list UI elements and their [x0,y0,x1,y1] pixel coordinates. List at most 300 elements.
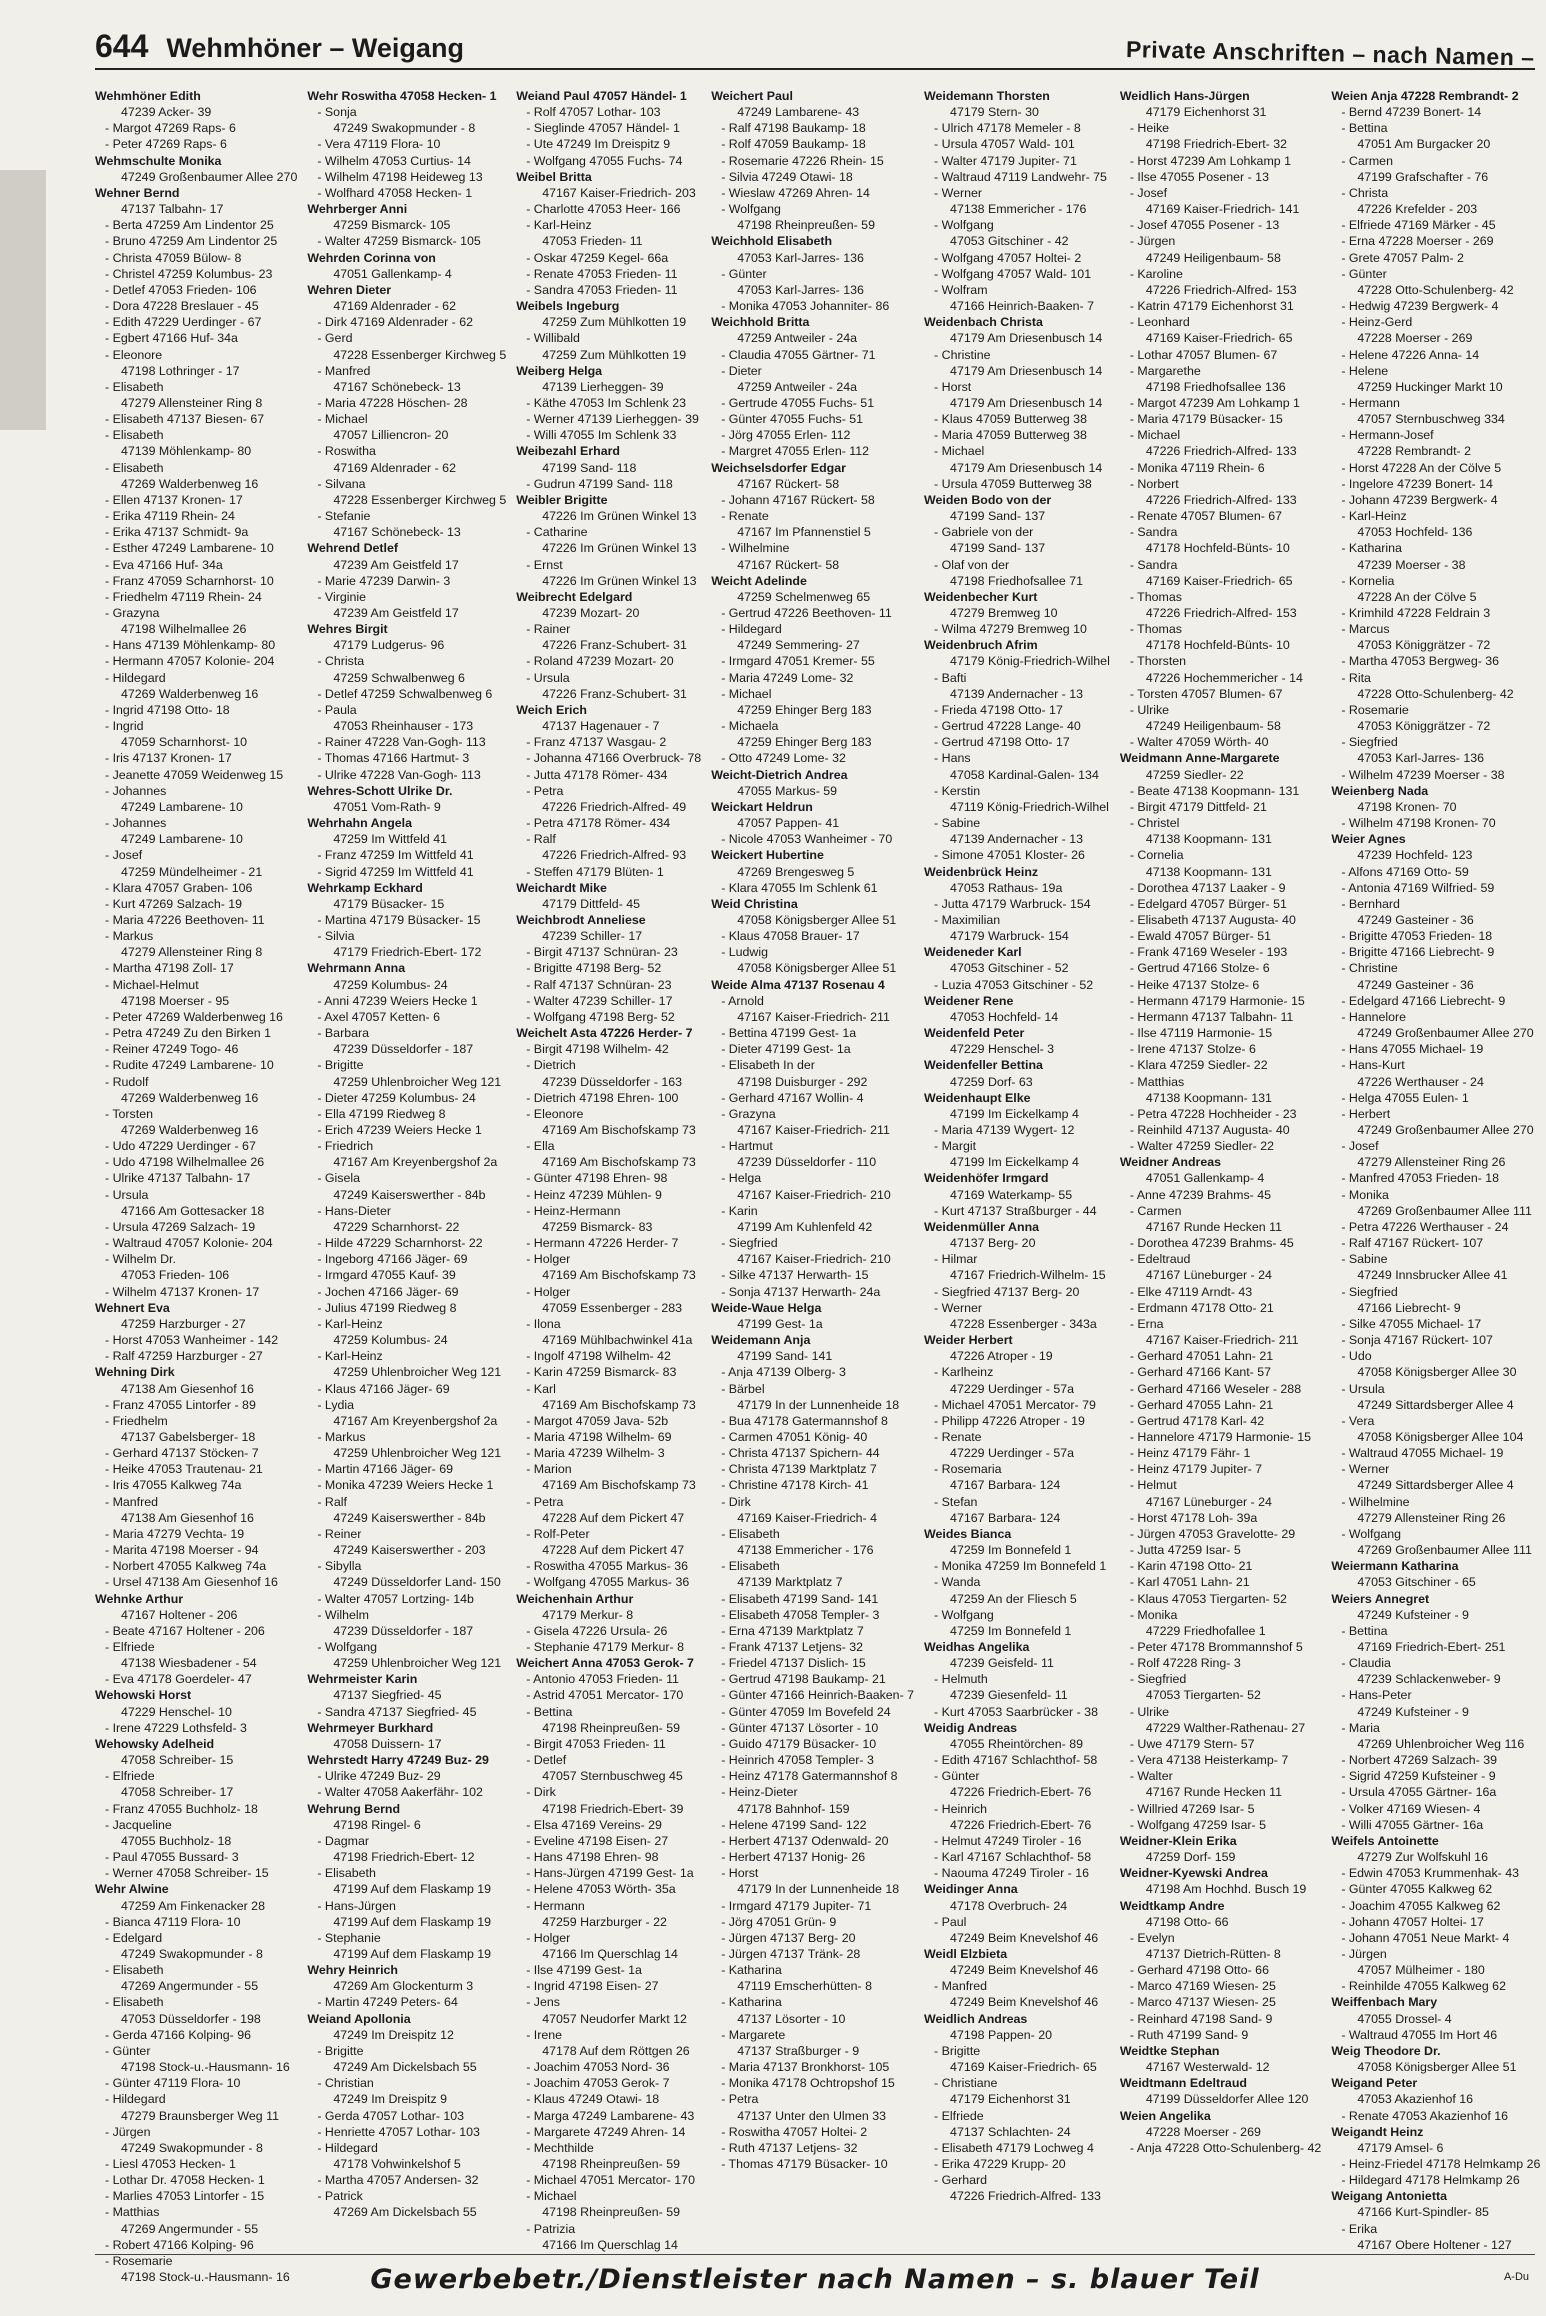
surname-entry: Wehrmann Anna [307,961,406,976]
directory-entry: 47179 Dittfeld- 45 [542,896,641,911]
directory-entry: - Heinz-Friedel 47178 Helmkamp 26 [1341,2157,1541,2171]
directory-entry: - Wilma 47279 Bremweg 10 [934,622,1087,637]
directory-entry: 47229 Henschel- 10 [121,1704,232,1719]
directory-entry: - Ralf [526,832,556,847]
footer-code: A-Du [1503,2271,1529,2283]
directory-entry: 47228 Essenberger Kirchweg 5 [333,492,507,507]
directory-entry: - Franz 47059 Scharnhorst- 10 [105,573,274,588]
directory-entry: - Maria 47139 Wygert- 12 [934,1123,1075,1137]
directory-entry: 47226 Friedrich-Alfred- 93 [542,848,687,863]
directory-entry: 47259 Bismarck- 105 [333,218,451,233]
directory-entry: - Cornelia [1129,848,1184,863]
surname-entry: Weidig Andreas [924,1720,1017,1735]
page-footer [95,2254,1535,2303]
directory-entry: - Ingelore 47239 Bonert- 14 [1341,476,1493,491]
directory-entry: - Maria 47059 Butterweg 38 [934,428,1087,443]
surname-entry: Weichenhain Arthur [516,1591,634,1606]
directory-entry: - Ulrike [1129,702,1170,717]
directory-entry: 47167 Lüneburger - 24 [1145,1268,1272,1283]
directory-entry: - Erika 47119 Rhein- 24 [105,509,235,524]
directory-entry: 47178 Hochfeld-Bünts- 10 [1145,541,1290,556]
directory-entry: - Siegfried [721,1236,778,1251]
surname-entry: Wehrkamp Eckhard [307,880,423,895]
directory-entry: - Petra [526,1494,564,1509]
directory-entry: - Wolfgang 47057 Holtei- 2 [934,250,1082,265]
directory-entry: 47167 Barbara- 124 [950,1510,1061,1525]
directory-entry: 47179 In der Lunnenheide 18 [737,1397,900,1412]
directory-entry: - Petra 47228 Hochheider - 23 [1129,1106,1297,1121]
directory-entry: - Gerda 47057 Lothar- 103 [317,2108,465,2123]
directory-entry: 47249 Großenbaumer Allee 270 [121,169,298,184]
directory-entry: - Elisabeth [317,1866,376,1881]
directory-entry: - Josef [105,848,143,863]
directory-entry: - Edith 47229 Uerdinger - 67 [105,315,262,330]
directory-entry: 47198 Friedrich-Ebert- 32 [1145,137,1288,152]
directory-entry: - Franz 47055 Buchholz- 18 [105,1801,258,1816]
directory-entry: - Heinz 47178 Gatermannshof 8 [721,1769,898,1784]
surname-entry: Weidemann Anja [711,1333,811,1348]
directory-entry: 47167 Kaiser-Friedrich- 211 [1145,1333,1299,1348]
surname-entry: Wehrend Detlef [307,541,398,556]
directory-entry: - Sigrid 47259 Im Wittfeld 41 [317,864,474,879]
directory-entry: - Christiane [934,2076,998,2091]
directory-entry: - Maria 47228 Höschen- 28 [317,395,468,410]
directory-entry: 47279 Bremweg 10 [950,606,1058,620]
directory-entry: - Mechthilde [526,2140,594,2155]
directory-entry: - Walter 47259 Bismarck- 105 [317,234,481,249]
directory-entry: 47057 Pappen- 41 [737,816,840,831]
directory-entry: 47199 Auf dem Flaskamp 19 [333,1882,492,1897]
directory-entry: 47167 Friedrich-Wilhelm- 15 [950,1268,1106,1283]
directory-entry: - Ingeborg 47166 Jäger- 69 [317,1252,468,1267]
directory-entry: - Johannes [105,816,167,831]
directory-entry: 47169 Friedrich-Ebert- 251 [1357,1640,1506,1654]
directory-entry: 47259 Harzburger - 22 [542,1914,667,1929]
directory-entry: - Rosemarie [105,2253,173,2268]
directory-entry: - Beate 47167 Holtener - 206 [105,1623,265,1638]
directory-entry: 47228 Moerser - 269 [1357,331,1473,346]
directory-entry: - Werner 47139 Lierheggen- 39 [526,412,699,427]
directory-entry: - Helmut [1129,1478,1177,1493]
directory-entry: - Michael 47051 Mercator- 79 [934,1397,1096,1412]
directory-entry: - Ralf 47198 Baukamp- 18 [721,121,866,136]
directory-entry: - Ralf 47137 Schnüran- 23 [526,977,672,992]
surname-entry: Weidenfeld Peter [924,1026,1025,1041]
directory-entry: - Heinz 47179 Fähr- 1 [1129,1446,1251,1461]
directory-entry: - Kurt 47053 Saarbrücker - 38 [934,1704,1098,1719]
directory-entry: - Torsten 47057 Blumen- 67 [1129,686,1283,701]
directory-entry: - Anja 47228 Otto-Schulenberg- 42 [1129,2140,1322,2155]
directory-entry: - Helmuth [934,1672,988,1687]
directory-entry: 47169 Am Bischofskamp 73 [542,1397,696,1412]
directory-entry: - Thomas 47166 Hartmut- 3 [317,751,470,766]
surname-entry: Weidenbrück Heinz [924,864,1039,879]
directory-entry: - Dorothea 47239 Brahms- 45 [1129,1236,1294,1251]
directory-entry: 47167 Kaiser-Friedrich- 203 [542,185,696,200]
directory-entry: - Wolfgang [934,1607,994,1622]
directory-entry: - Walter [1129,1769,1173,1784]
directory-entry: - Karl 47167 Schlachthof- 58 [934,1850,1092,1865]
directory-entry: - Christel 47259 Kolumbus- 23 [105,266,273,281]
directory-entry: - Monika [1129,1607,1178,1622]
directory-entry: - Walter 47058 Aakerfähr- 102 [317,1785,483,1800]
surname-entry: Weidenhaupt Elke [924,1090,1031,1105]
directory-entry: - Heinz-Dieter [721,1785,798,1800]
surname-entry: Weichert Paul [711,89,793,103]
surname-entry: Weickert Hubertine [711,848,824,863]
directory-entry: - Manfred [105,1494,159,1509]
directory-entry: 47053 Frieden- 106 [121,1268,230,1283]
directory-entry: - Steffen 47179 Blüten- 1 [526,864,664,879]
directory-entry: - Edelgard 47057 Bürger- 51 [1129,896,1287,911]
directory-entry: - Holger [526,1284,571,1299]
directory-entry: - Hildegard [105,2092,166,2107]
directory-entry: 47249 Swakopmunder - 8 [333,121,476,136]
directory-entry: - Carmen [1129,1203,1182,1218]
directory-entry: - Horst 47053 Wanheimer - 142 [105,1333,279,1348]
directory-entry: - Gerhard 47198 Otto- 66 [1129,1963,1269,1978]
directory-entry: - Robert 47166 Kolping- 96 [105,2237,254,2252]
directory-entry: 47259 Zum Mühlkotten 19 [542,315,687,330]
directory-entry: - Stefanie [317,509,371,524]
directory-entry: 47169 Am Bischofskamp 73 [542,1155,696,1170]
directory-entry: 47229 Walther-Rathenau- 27 [1145,1720,1306,1735]
directory-entry: 47179 König-Friedrich-Wilhel [950,654,1110,669]
directory-entry: 47226 Friedrich-Ebert- 76 [950,1785,1092,1800]
directory-entry: 47259 Kolumbus- 24 [333,977,448,992]
directory-entry: - Josef [1341,1139,1379,1154]
directory-entry: 47229 Uerdinger - 57a [950,1446,1075,1461]
directory-entry: - Günter 47055 Fuchs- 51 [721,412,864,427]
directory-entry: 47269 Am Dickelsbach 55 [333,2205,477,2220]
directory-entry: - Egbert 47166 Huf- 34a [105,331,238,346]
directory-entry: - Reiner [317,1526,362,1541]
directory-entry: - Ruth 47199 Sand- 9 [1129,2027,1249,2042]
directory-entry: - Matthias [1129,1074,1185,1089]
directory-entry: 47249 Semmering- 27 [737,638,860,653]
directory-entry: - Günter [1341,266,1387,281]
directory-entry: - Eva 47178 Goerdeler- 47 [105,1672,252,1687]
directory-entry: - Roswitha 47055 Markus- 36 [526,1559,689,1574]
directory-entry: - Peter 47269 Walderbenweg 16 [105,1009,283,1024]
directory-entry: 47139 Andernacher - 13 [950,832,1084,847]
directory-entry: - Rita [1341,670,1371,685]
directory-entry: - Günter [105,2043,151,2058]
directory-entry: - Horst 47228 An der Cölve 5 [1341,460,1502,475]
directory-entry: - Hedwig 47239 Bergwerk- 4 [1341,299,1499,314]
directory-entry: - Iris 47055 Kalkweg 74a [105,1478,242,1493]
directory-entry: - Stefan [934,1494,978,1509]
surname-entry: Weigand Peter [1331,2076,1418,2091]
directory-entry: - Jutta 47179 Warbruck- 154 [934,896,1091,911]
directory-column-7 [1331,88,1540,2285]
directory-entry: - Bernhard [1341,896,1400,911]
directory-entry: - Rolf 47057 Lothar- 103 [526,105,661,120]
surname-entry: Weiers Annegret [1331,1591,1430,1606]
directory-entry: - Walter 47179 Jupiter- 71 [934,153,1077,168]
directory-entry: 47239 Düsseldorfer - 187 [333,1623,474,1638]
header-left [95,28,464,65]
directory-entry: 47167 Lüneburger - 24 [1145,1494,1272,1509]
directory-entry: - Marlies 47053 Lintorfer - 15 [105,2189,265,2204]
directory-entry: - Joachim 47053 Nord- 36 [526,2060,670,2075]
directory-entry: 47178 Auf dem Röttgen 26 [542,2043,690,2058]
directory-entry: 47226 Friedrich-Alfred- 133 [1145,492,1297,507]
directory-entry: 47269 Uhlenbroicher Weg 116 [1357,1736,1525,1751]
directory-entry: - Johann 47167 Rückert- 58 [721,492,875,507]
directory-entry: - Sonja 47137 Herwarth- 24a [721,1284,881,1299]
directory-entry: - Monika 47178 Ochtropshof 15 [721,2076,895,2091]
directory-entry: - Marco 47169 Wiesen- 25 [1129,1979,1276,1994]
directory-entry: - Henriette 47057 Lothar- 103 [317,2124,480,2139]
directory-entry: 47249 Lambarene- 10 [121,799,243,814]
directory-entry: 47249 Großenbaumer Allee 270 [1357,1026,1534,1041]
directory-entry: - Vera [1341,1413,1375,1428]
directory-entry: - Elisabeth 47137 Augusta- 40 [1129,912,1296,927]
surname-entry: Weidmann Anne-Margarete [1119,751,1280,766]
directory-entry: - Elfriede [105,1640,155,1654]
directory-entry: - Heinz 47239 Mühlen- 9 [526,1187,662,1202]
directory-entry: - Monika 47239 Weiers Hecke 1 [317,1478,494,1493]
directory-entry: 47226 Friedrich-Alfred- 133 [1145,444,1297,459]
directory-entry: 47053 Düsseldorfer - 198 [121,2011,261,2026]
directory-entry: 47226 Krefelder - 203 [1357,202,1478,217]
directory-entry: - Wolfgang 47057 Wald- 101 [934,266,1092,281]
directory-entry: - Martin 47249 Peters- 64 [317,1995,458,2010]
directory-entry: - Günter [934,1769,980,1784]
directory-entry: 47229 Friedhofallee 1 [1145,1623,1266,1638]
directory-entry: 47199 Gest- 1a [737,1316,823,1331]
directory-entry: 47226 Friedrich-Alfred- 49 [542,799,687,814]
directory-entry: - Maria [1341,1720,1380,1735]
directory-entry: - Waltraud 47055 Im Hort 46 [1341,2027,1498,2042]
directory-entry: 47279 Allensteiner Ring 8 [121,395,263,410]
directory-entry: - Bettina [1341,1623,1388,1638]
directory-entry: - Ursula 47055 Gärtner- 16a [1341,1785,1497,1800]
surname-entry: Wehner Bernd [95,185,180,200]
directory-entry: 47228 Essenberger Kirchweg 5 [333,347,507,362]
directory-entry: - Margot 47239 Am Lohkamp 1 [1129,395,1300,410]
directory-entry: 47228 Moerser - 269 [1145,2124,1261,2139]
directory-entry: - Kurt 47137 Straßburger - 44 [934,1203,1097,1218]
directory-entry: - Waltraud 47119 Landwehr- 75 [934,169,1107,184]
directory-entry: - Christa 47139 Marktplatz 7 [721,1462,877,1477]
directory-entry: 47169 Kaiser-Friedrich- 141 [1145,202,1300,217]
directory-entry: 47167 Rückert- 58 [737,557,840,572]
directory-entry: - Renate 47053 Frieden- 11 [526,266,678,281]
directory-entry: 47259 Uhlenbroicher Weg 121 [333,1656,502,1671]
directory-entry: 47269 Brengesweg 5 [737,864,855,879]
directory-entry: 47226 Friedrich-Alfred- 153 [1145,606,1297,620]
directory-entry: 47053 Akazienhof 16 [1357,2092,1474,2107]
directory-entry: - Wilhelm 47053 Curtius- 14 [317,153,471,168]
surname-entry: Wehrhahn Angela [307,816,412,831]
directory-entry: - Silvia 47249 Otawi- 18 [721,169,853,184]
directory-entry: - Wilhelm 47239 Moerser - 38 [1341,767,1505,782]
directory-entry: 47055 Rheintörchen- 89 [950,1736,1083,1751]
directory-entry: 47169 Mühlbachwinkel 41a [542,1333,693,1348]
directory-entry: 47259 Dorf- 63 [950,1074,1033,1089]
directory-entry: 47249 Lambarene- 10 [121,832,243,847]
directory-entry: - Lothar 47057 Blumen- 67 [1129,347,1278,362]
directory-column-4 [711,88,914,2285]
directory-entry: - Uwe 47179 Stern- 57 [1129,1736,1255,1751]
directory-entry: - Wolfgang 47055 Markus- 36 [526,1575,690,1590]
directory-entry: - Peter 47269 Raps- 6 [105,137,227,152]
directory-entry: - Margot 47269 Raps- 6 [105,121,236,136]
directory-entry: - Sonja [317,105,357,120]
directory-entry: 47119 Emscherhütten- 8 [737,1979,872,1994]
directory-entry: - Günter [721,266,767,281]
surname-entry: Wehnert Eva [95,1300,170,1315]
directory-entry: - Carmen 47051 König- 40 [721,1429,868,1444]
directory-entry: - Edelgard [105,1930,163,1945]
directory-entry: - Helene [1341,363,1389,378]
directory-entry: 47179 Ludgerus- 96 [333,638,445,653]
directory-entry: - Beate 47138 Koopmann- 131 [1129,783,1300,798]
directory-entry: - Gertrud 47226 Beethoven- 11 [721,606,892,620]
surname-entry: Weien Anja 47228 Rembrandt- 2 [1331,89,1519,103]
directory-entry: 47058 Kardinal-Galen- 134 [950,767,1099,782]
surname-entry: Weidenbach Christa [924,315,1043,330]
directory-entry: 47058 Königsberger Allee 104 [1357,1429,1524,1444]
directory-entry: 47166 Im Querschlag 14 [542,1946,678,1961]
surname-entry: Wehrung Bernd [307,1801,401,1816]
directory-entry: 47169 Kaiser-Friedrich- 4 [737,1510,877,1525]
directory-entry: 47269 Am Glockenturm 3 [333,1979,474,1994]
directory-entry: - Ulrike 47228 Van-Gogh- 113 [317,767,481,782]
directory-entry: - Luzia 47053 Gitschiner - 52 [934,977,1094,992]
directory-entry: - Udo [1341,1349,1372,1364]
directory-entry: 47249 Im Dreispitz 9 [333,2092,447,2107]
surname-entry: Weichhold Elisabeth [711,234,833,249]
directory-entry: - Claudia 47055 Gärtner- 71 [721,347,876,362]
directory-entry: - Dietrich [526,1058,576,1073]
directory-entry: - Frieda 47198 Otto- 17 [934,702,1063,717]
directory-entry: 47138 Am Giesenhof 16 [121,1381,254,1396]
surname-entry: Weibrecht Edelgard [516,589,633,604]
directory-entry: 47239 Mozart- 20 [542,606,640,620]
directory-entry: - Wilhelm 47137 Kronen- 17 [105,1284,260,1299]
surname-entry: Weider Herbert [924,1333,1013,1348]
directory-entry: - Petra [526,783,564,798]
directory-entry: - Vera 47119 Flora- 10 [317,137,441,152]
directory-entry: - Gertrude 47055 Fuchs- 51 [721,395,875,410]
directory-entry: - Kerstin [934,783,981,798]
directory-entry: - Christian [317,2076,374,2091]
directory-entry: - Friedel 47137 Dislich- 15 [721,1656,866,1671]
directory-entry: 47137 Unter den Ulmen 33 [737,2108,886,2123]
directory-entry: - Ralf 47259 Harzburger - 27 [105,1349,263,1364]
directory-entry: - Walter 47059 Wörth- 40 [1129,735,1269,750]
directory-entry: - Lothar Dr. 47058 Hecken- 1 [105,2173,265,2188]
directory-entry: - Marie 47239 Darwin- 3 [317,573,451,588]
directory-entry: - Jürgen 47137 Berg- 20 [721,1930,856,1945]
directory-entry: - Wilhelm 47198 Kronen- 70 [1341,816,1496,831]
directory-entry: - Thomas 47179 Büsacker- 10 [721,2157,888,2171]
surname-entry: Weidlich Andreas [924,2011,1028,2026]
directory-entry: - Rainer 47228 Van-Gogh- 113 [317,735,486,750]
directory-entry: 47228 Auf dem Pickert 47 [542,1543,685,1558]
directory-entry: - Wolfgang [934,218,994,233]
directory-entry: 47228 Otto-Schulenberg- 42 [1357,282,1514,297]
surname-entry: Weicht-Dietrich Andrea [711,767,848,782]
surname-entry: Weiberg Helga [516,363,603,378]
directory-entry: - Michael [934,444,985,459]
directory-entry: - Carmen [1341,153,1393,168]
directory-column-5 [924,88,1110,2285]
directory-entry: - Franz 47055 Lintorfer - 89 [105,1397,256,1412]
directory-entry: - Ellen 47137 Kronen- 17 [105,492,243,507]
directory-entry: - Michael [1129,428,1181,443]
directory-entry: 47228 Auf dem Pickert 47 [542,1510,685,1525]
directory-entry: - Eveline 47198 Eisen- 27 [526,1833,669,1848]
directory-entry: - Peter 47178 Brommannshof 5 [1129,1640,1303,1654]
directory-entry: - Hans-Jürgen 47199 Gest- 1a [526,1866,694,1881]
directory-entry: 47198 Stock-u.-Hausmann- 16 [121,2060,290,2075]
directory-entry: - Maria 47179 Büsacker- 15 [1129,412,1283,427]
directory-entry: 47249 Beim Knevelshof 46 [950,1963,1099,1978]
directory-column-6 [1120,88,1322,2285]
directory-entry: - Horst 47239 Am Lohkamp 1 [1129,153,1291,168]
directory-entry: - Dora 47228 Breslauer - 45 [105,299,259,314]
directory-entry: - Käthe 47053 Im Schlenk 23 [526,395,687,410]
directory-entry: - Elisabeth [105,428,164,443]
directory-entry: - Anne 47239 Brahms- 45 [1129,1187,1272,1202]
directory-entry: 47167 Kaiser-Friedrich- 210 [737,1252,891,1267]
directory-entry: - Guido 47179 Büsacker- 10 [721,1736,877,1751]
directory-entry: - Wolfgang 47259 Isar- 5 [1129,1817,1266,1832]
directory-entry: - Martha 47057 Andersen- 32 [317,2173,479,2188]
directory-entry: 47138 Koopmann- 131 [1145,832,1272,847]
directory-entry: - Michael [526,2189,577,2204]
directory-entry: 47249 Kufsteiner - 9 [1357,1607,1469,1622]
surname-entry: Weichert Anna 47053 Gerok- 7 [516,1656,694,1671]
directory-entry: - Bianca 47119 Flora- 10 [105,1914,241,1929]
directory-entry: - Brigitte 47198 Berg- 52 [526,961,662,976]
directory-entry: 47249 Sittardsberger Allee 4 [1357,1397,1514,1412]
directory-entry: - Paul 47055 Bussard- 3 [105,1850,239,1865]
surname-entry: Weidenbecher Kurt [924,589,1038,604]
directory-entry: - Eleonore [105,347,163,362]
directory-entry: 47198 Wilhelmallee 26 [121,622,247,637]
surname-entry: Weidinger Anna [924,1882,1018,1897]
directory-entry: - Erna [1129,1316,1164,1331]
directory-entry: - Hermann 47226 Herder- 7 [526,1236,679,1251]
directory-entry: 47198 Rheinpreußen- 59 [737,218,875,233]
directory-entry: - Berta 47259 Am Lindentor 25 [105,218,274,233]
directory-entry: 47259 Bismarck- 83 [542,1219,653,1234]
directory-entry: - Friedrich [317,1139,374,1154]
directory-entry: - Ralf [317,1494,347,1509]
directory-entry: - Hermann 47057 Kolonie- 204 [105,654,275,669]
directory-entry: - Heinz-Hermann [526,1203,621,1218]
directory-entry: - Krimhild 47228 Feldrain 3 [1341,606,1491,620]
directory-entry: - Horst 47178 Loh- 39a [1129,1510,1258,1525]
directory-entry: 47198 Am Hochhd. Busch 19 [1145,1882,1307,1897]
directory-entry: 47259 Kolumbus- 24 [333,1333,448,1348]
directory-entry: - Michael 47051 Mercator- 170 [526,2173,695,2188]
directory-entry: - Detlef [526,1753,567,1768]
directory-entry: - Katrin 47179 Eichenhorst 31 [1129,299,1294,314]
directory-entry: 47167 Westerwald- 12 [1145,2060,1270,2075]
directory-entry: - Bettina [526,1704,573,1719]
surname-entry: Weide-Waue Helga [711,1300,822,1315]
directory-entry: - Ursula 47269 Salzach- 19 [105,1219,256,1234]
directory-entry: 47058 Schreiber- 15 [121,1753,234,1768]
directory-entry: - Erika 47229 Krupp- 20 [934,2157,1066,2171]
directory-entry: - Heinrich 47058 Templer- 3 [721,1753,874,1768]
